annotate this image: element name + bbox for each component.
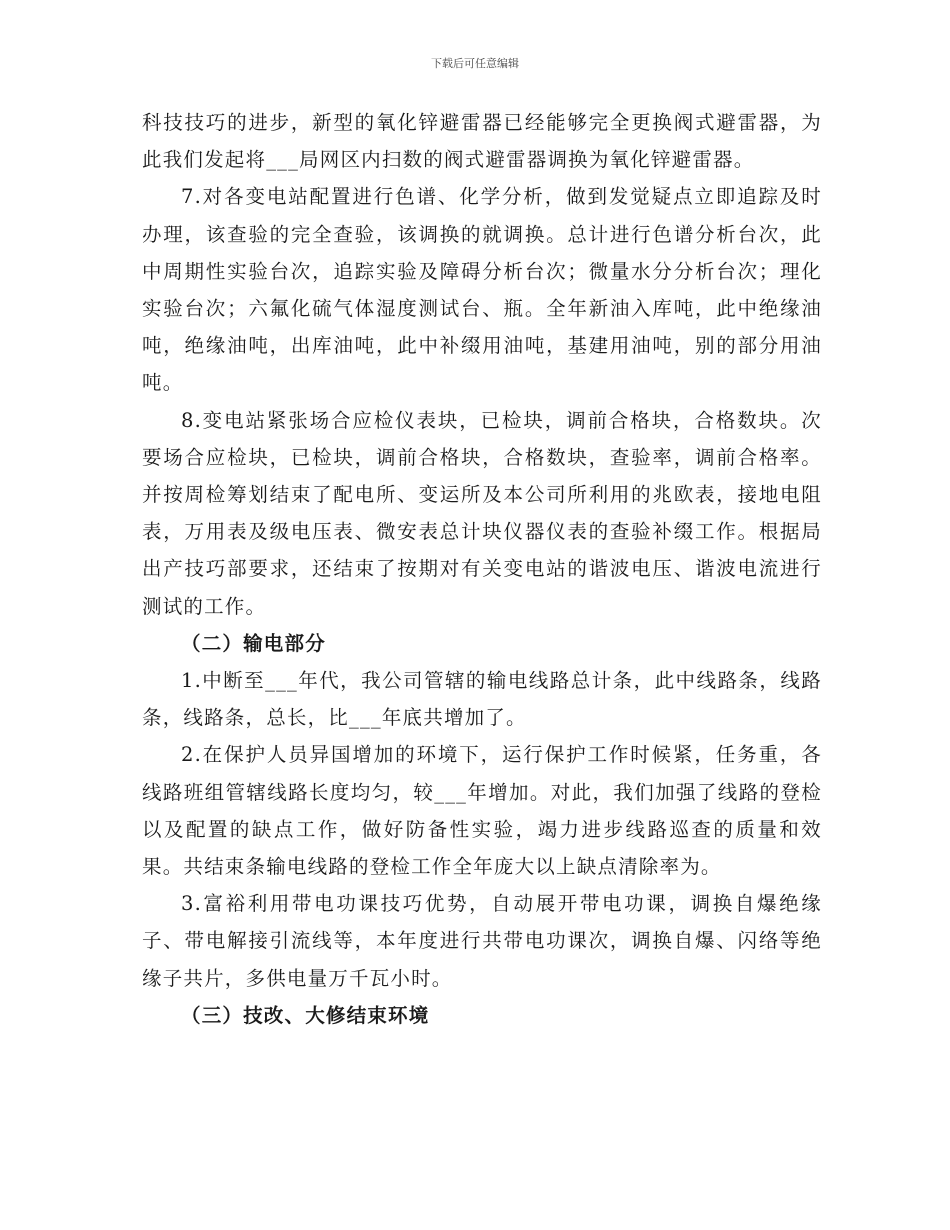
section-heading-upgrades: （三）技改、大修结束环境	[181, 1003, 430, 1027]
document-body	[142, 104, 822, 1034]
section-heading-transmission: （二）输电部分	[181, 631, 326, 655]
paragraph-transmission-3: 3.富裕利用带电功课技巧优势，自动展开带电功课，调换自爆绝缘子、带电解接引流线等，本年度进行共带电功课次，调换自爆、闪络等绝缘子共片，多供电量万千瓦小时。	[142, 892, 822, 990]
paragraph-transmission-2: 2.在保护人员异国增加的环境下，运行保护工作时候紧，任务重，各线路班组管辖线路长度均匀，较___年增加。对此，我们加强了线路的登检以及配置的缺点工作，做好防备性实验，竭力进步线路巡查的质量和效果。共结束条输电线路的登检工作全年庞大以上缺点清除率为。	[142, 743, 822, 879]
page-header: 下载后可任意编辑	[431, 57, 519, 70]
paragraph-continuation: 科技技巧的进步，新型的氧化锌避雷器已经能够完全更换阀式避雷器，为此我们发起将___局网区内扫数的阀式避雷器调换为氧化锌避雷器。	[142, 111, 822, 172]
paragraph-transmission-1: 1.中断至___年代，我公司管辖的输电线路总计条，此中线路条，线路条，线路条，总长，比___年底共增加了。	[142, 669, 822, 730]
paragraph-item-8: 8.变电站紧张场合应检仪表块，已检块，调前合格块，合格数块。次要场合应检块，已检块，调前合格块，合格数块，查验率，调前合格率。并按周检筹划结束了配电所、变运所及本公司所利用的兆欧表，接地电阻表，万用表及级电压表、微安表总计块仪器仪表的查验补缀工作。根据局出产技巧部要求，还结束了按期对有关变电站的谐波电压、谐波电流进行测试的工作。	[142, 408, 822, 618]
paragraph-item-7: 7.对各变电站配置进行色谱、化学分析，做到发觉疑点立即追踪及时办理，该查验的完全查验，该调换的就调换。总计进行色谱分析台次，此中周期性实验台次，追踪实验及障碍分析台次；微量水分分析台次；理化实验台次；六氟化硫气体湿度测试台、瓶。全年新油入库吨，此中绝缘油吨，绝缘油吨，出库油吨，此中补缀用油吨，基建用油吨，别的部分用油吨。	[142, 185, 822, 395]
